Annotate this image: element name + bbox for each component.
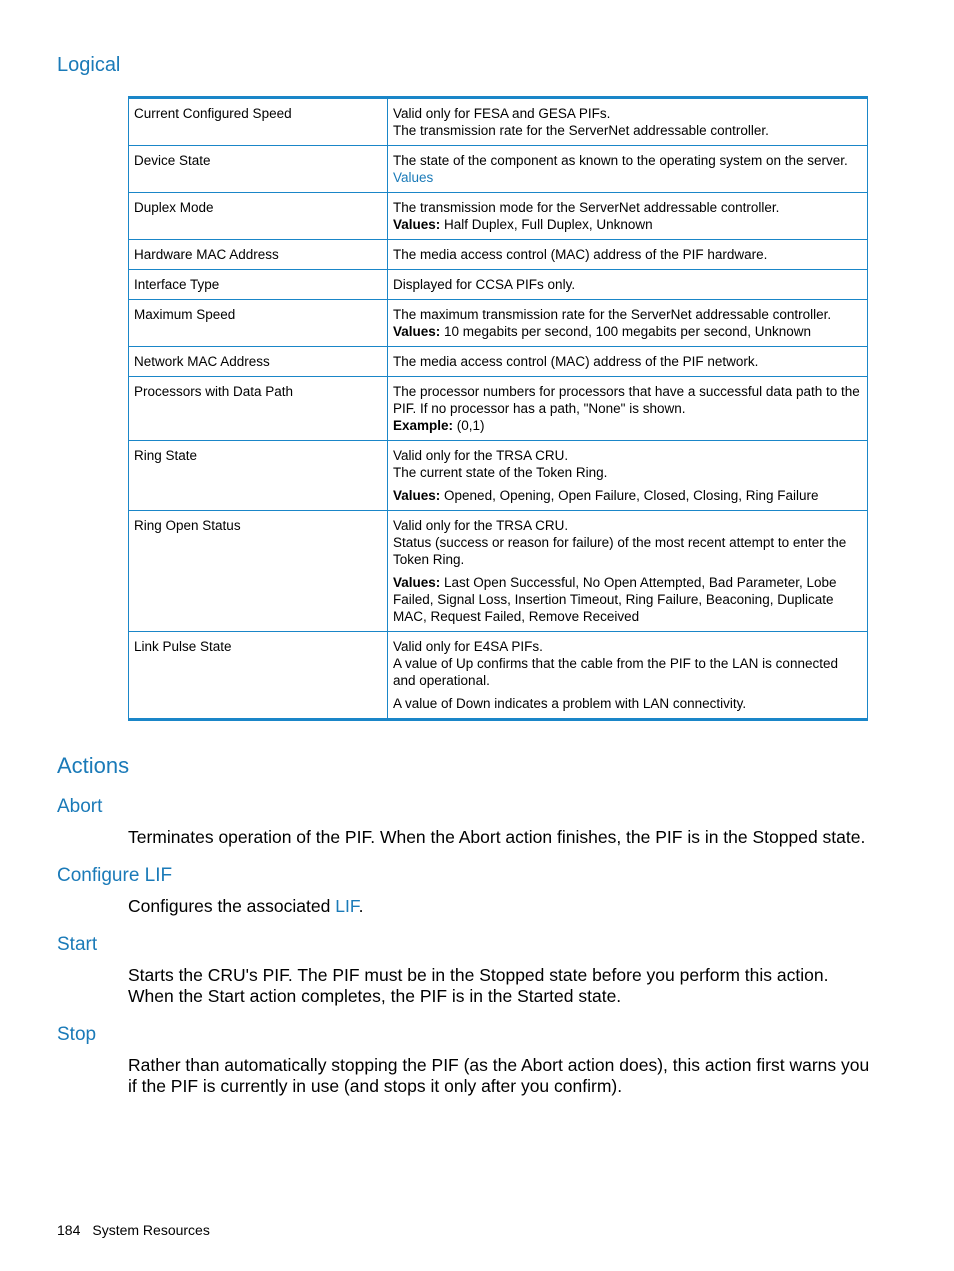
values-label: Values: bbox=[393, 324, 441, 339]
values-text: Last Open Successful, No Open Attempted, Bad Parameter, Lobe Failed, Signal Loss, Insertion Timeout, Ring Failure, Beaconing, Duplicate MAC, Request Failed, Remove Received bbox=[393, 575, 837, 624]
attribute-description bbox=[388, 511, 868, 632]
description-line: The transmission mode for the ServerNet addressable controller. bbox=[393, 200, 780, 215]
table-row bbox=[129, 632, 868, 720]
attribute-description bbox=[388, 300, 868, 347]
values-line bbox=[393, 417, 862, 434]
values-text: Opened, Opening, Open Failure, Closed, Closing, Ring Failure bbox=[440, 488, 819, 503]
attribute-name: Ring State bbox=[129, 441, 388, 511]
values-label: Example: bbox=[393, 418, 454, 433]
description-note: A value of Down indicates a problem with LAN connectivity. bbox=[393, 696, 747, 711]
description-line: Displayed for CCSA PIFs only. bbox=[393, 277, 576, 292]
attribute-name: Interface Type bbox=[129, 270, 388, 300]
values-line bbox=[393, 323, 862, 340]
description-line: The maximum transmission rate for the ServerNet addressable controller. bbox=[393, 307, 832, 322]
table-row bbox=[129, 193, 868, 240]
logical-attributes-table bbox=[128, 96, 868, 721]
attribute-description bbox=[388, 146, 868, 193]
page-footer bbox=[57, 1222, 222, 1238]
description-line: The transmission rate for the ServerNet addressable controller. bbox=[393, 123, 769, 138]
values-label: Values: bbox=[393, 488, 441, 503]
values-link[interactable]: Values bbox=[393, 170, 434, 185]
stop-description: Rather than automatically stopping the PIF (as the Abort action does), this action first warns you if the PIF is currently in use (and stops it only after you confirm). bbox=[128, 1055, 870, 1096]
attribute-name: Hardware MAC Address bbox=[129, 240, 388, 270]
description-line: The media access control (MAC) address of the PIF hardware. bbox=[393, 247, 768, 262]
table-row bbox=[129, 98, 868, 146]
attribute-name: Device State bbox=[129, 146, 388, 193]
description-line: The state of the component as known to the operating system on the server. bbox=[393, 153, 848, 168]
values-text: 10 megabits per second, 100 megabits per second, Unknown bbox=[440, 324, 812, 339]
attribute-description bbox=[388, 347, 868, 377]
attribute-description bbox=[388, 193, 868, 240]
attribute-description bbox=[388, 632, 868, 720]
attribute-name: Processors with Data Path bbox=[129, 377, 388, 441]
attribute-description bbox=[388, 377, 868, 441]
section-heading-logical: Logical bbox=[57, 54, 121, 76]
attribute-description bbox=[388, 98, 868, 146]
section-heading-actions: Actions bbox=[57, 753, 130, 778]
description-line: Status (success or reason for failure) of the most recent attempt to enter the Token Ring. bbox=[393, 535, 847, 567]
description-line: Valid only for the TRSA CRU. bbox=[393, 518, 569, 533]
values-text: Half Duplex, Full Duplex, Unknown bbox=[440, 217, 653, 232]
lif-link[interactable]: LIF bbox=[335, 896, 359, 916]
table-row bbox=[129, 511, 868, 632]
attribute-description bbox=[388, 441, 868, 511]
configure-lif-period: . bbox=[358, 896, 364, 916]
table-row bbox=[129, 240, 868, 270]
abort-description: Terminates operation of the PIF. When the Abort action finishes, the PIF is in the Stopped state. bbox=[128, 827, 866, 847]
values-line bbox=[393, 487, 862, 504]
values-label: Values: bbox=[393, 575, 441, 590]
values-line bbox=[393, 216, 862, 233]
description-line: The current state of the Token Ring. bbox=[393, 465, 608, 480]
values-line bbox=[393, 574, 862, 625]
attribute-name: Link Pulse State bbox=[129, 632, 388, 720]
footer-section-title: System Resources bbox=[92, 1222, 210, 1238]
attribute-description bbox=[388, 240, 868, 270]
description-line: Valid only for FESA and GESA PIFs. bbox=[393, 106, 611, 121]
attribute-name: Current Configured Speed bbox=[129, 98, 388, 146]
description-line: The media access control (MAC) address of the PIF network. bbox=[393, 354, 759, 369]
table-row bbox=[129, 441, 868, 511]
values-label: Values: bbox=[393, 217, 441, 232]
subheading-stop: Stop bbox=[57, 1024, 97, 1045]
table-row bbox=[129, 270, 868, 300]
configure-lif-description bbox=[128, 896, 873, 917]
page-number: 184 bbox=[57, 1222, 81, 1238]
values-text: (0,1) bbox=[453, 418, 485, 433]
description-line: A value of Up confirms that the cable from the PIF to the LAN is connected and operational. bbox=[393, 656, 838, 688]
description-line: Valid only for the TRSA CRU. bbox=[393, 448, 569, 463]
configure-lif-text: Configures the associated bbox=[128, 896, 336, 916]
attribute-name: Ring Open Status bbox=[129, 511, 388, 632]
table-row bbox=[129, 347, 868, 377]
start-description: Starts the CRU's PIF. The PIF must be in the Stopped state before you perform this action. When the Start action completes, the PIF is in the Started state. bbox=[128, 965, 829, 1006]
description-line: Valid only for E4SA PIFs. bbox=[393, 639, 543, 654]
description-line: The processor numbers for processors that have a successful data path to the PIF. If no processor has a path, "None" is shown. bbox=[393, 384, 860, 416]
subheading-start: Start bbox=[57, 934, 98, 955]
attribute-name: Maximum Speed bbox=[129, 300, 388, 347]
table-row bbox=[129, 377, 868, 441]
attribute-description bbox=[388, 270, 868, 300]
table-row bbox=[129, 300, 868, 347]
attribute-name: Network MAC Address bbox=[129, 347, 388, 377]
table-row bbox=[129, 146, 868, 193]
attribute-name: Duplex Mode bbox=[129, 193, 388, 240]
subheading-configure-lif: Configure LIF bbox=[57, 865, 173, 886]
subheading-abort: Abort bbox=[57, 796, 103, 817]
